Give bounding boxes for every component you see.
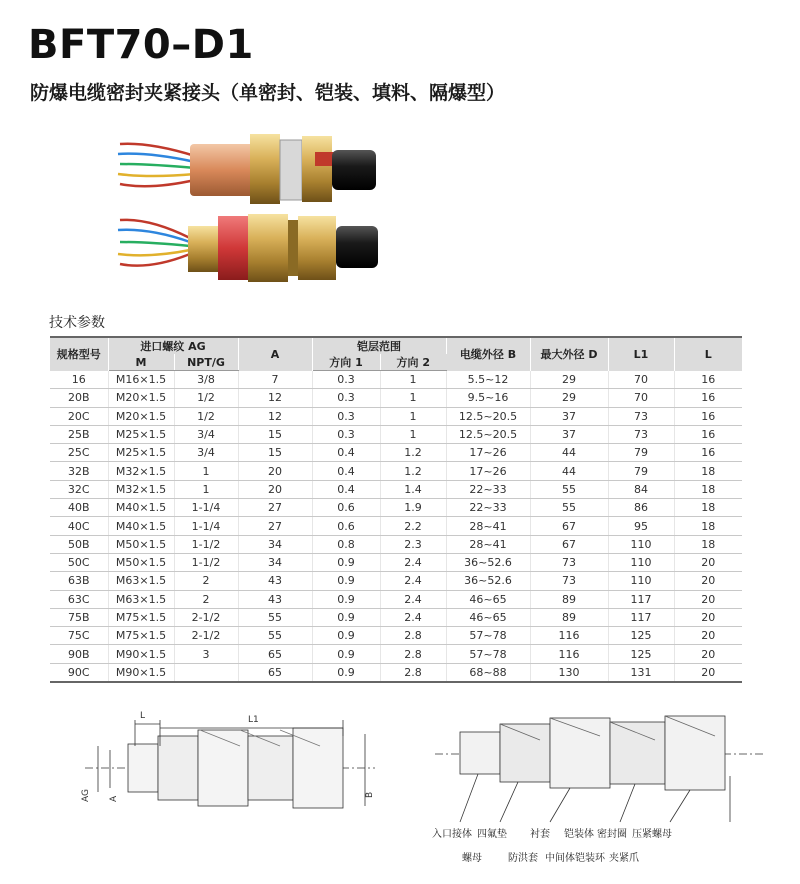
table-cell: 0.6 xyxy=(312,517,380,535)
table-cell: M90×1.5 xyxy=(108,645,174,663)
header-a: A xyxy=(238,337,312,371)
table-cell: 0.9 xyxy=(312,553,380,571)
cutaway-gland xyxy=(118,134,376,204)
table-cell: M63×1.5 xyxy=(108,572,174,590)
table-cell: 20 xyxy=(674,608,742,626)
spec-table xyxy=(50,336,742,683)
part-label: 螺母 xyxy=(462,853,482,864)
table-cell: 3/8 xyxy=(174,371,238,389)
table-cell: 20 xyxy=(674,553,742,571)
table-cell: 125 xyxy=(608,627,674,645)
dim-b: B xyxy=(365,791,375,798)
table-cell: 44 xyxy=(530,444,608,462)
table-cell: M32×1.5 xyxy=(108,480,174,498)
table-cell: 84 xyxy=(608,480,674,498)
table-cell: 125 xyxy=(608,645,674,663)
table-cell: 34 xyxy=(238,535,312,553)
table-cell: 18 xyxy=(674,462,742,480)
table-cell: M20×1.5 xyxy=(108,407,174,425)
table-cell: 43 xyxy=(238,590,312,608)
assembled-gland xyxy=(118,214,378,282)
table-row xyxy=(50,572,742,590)
table-cell: 28~41 xyxy=(446,517,530,535)
table-cell: 79 xyxy=(608,462,674,480)
table-cell: 20C xyxy=(50,407,108,425)
header-thread: 进口螺纹 AG xyxy=(108,337,238,354)
table-cell: 20 xyxy=(674,645,742,663)
table-cell: 89 xyxy=(530,608,608,626)
table-cell: M32×1.5 xyxy=(108,462,174,480)
table-cell: 7 xyxy=(238,371,312,389)
table-cell: 16 xyxy=(674,407,742,425)
table-cell: 65 xyxy=(238,663,312,681)
table-cell: 20 xyxy=(674,663,742,681)
table-row xyxy=(50,645,742,663)
table-row xyxy=(50,499,742,517)
table-cell: 55 xyxy=(530,499,608,517)
table-cell: 55 xyxy=(238,627,312,645)
product-subtitle: 防爆电缆密封夹紧接头（单密封、铠装、填料、隔爆型） xyxy=(30,82,506,104)
part-label: 铠装体 xyxy=(564,829,594,840)
table-cell: 1-1/4 xyxy=(174,499,238,517)
table-cell: 1.2 xyxy=(380,444,446,462)
table-cell: 67 xyxy=(530,517,608,535)
table-cell: M25×1.5 xyxy=(108,425,174,443)
table-cell: 29 xyxy=(530,389,608,407)
table-row xyxy=(50,444,742,462)
table-cell: 3/4 xyxy=(174,425,238,443)
table-cell: 50B xyxy=(50,535,108,553)
table-cell: 22~33 xyxy=(446,499,530,517)
table-cell: 43 xyxy=(238,572,312,590)
table-cell: M63×1.5 xyxy=(108,590,174,608)
header-armour: 铠层范围 xyxy=(312,337,446,354)
table-cell: 0.9 xyxy=(312,590,380,608)
table-cell: 0.9 xyxy=(312,645,380,663)
table-cell: 79 xyxy=(608,444,674,462)
table-cell: 73 xyxy=(530,572,608,590)
table-cell: 1.2 xyxy=(380,462,446,480)
table-cell: 1 xyxy=(380,407,446,425)
header-thread-m: M xyxy=(108,354,174,371)
table-cell: 70 xyxy=(608,389,674,407)
spec-table-body xyxy=(50,371,742,682)
table-cell: 2.4 xyxy=(380,590,446,608)
table-row xyxy=(50,389,742,407)
table-cell: 90B xyxy=(50,645,108,663)
table-cell: 27 xyxy=(238,499,312,517)
table-cell: M50×1.5 xyxy=(108,553,174,571)
table-cell: 17~26 xyxy=(446,462,530,480)
table-cell: 2.8 xyxy=(380,663,446,681)
table-cell: 1/2 xyxy=(174,407,238,425)
table-cell: 16 xyxy=(674,389,742,407)
table-cell: 131 xyxy=(608,663,674,681)
table-cell: 63C xyxy=(50,590,108,608)
table-row xyxy=(50,663,742,681)
table-cell: 70 xyxy=(608,371,674,389)
part-label: 密封圈 xyxy=(597,829,627,840)
dim-a: A xyxy=(109,795,119,802)
table-cell: M75×1.5 xyxy=(108,608,174,626)
table-cell: 63B xyxy=(50,572,108,590)
table-cell: 0.3 xyxy=(312,371,380,389)
table-row xyxy=(50,480,742,498)
table-cell: 86 xyxy=(608,499,674,517)
table-cell: 65 xyxy=(238,645,312,663)
header-dir1: 方向 1 xyxy=(312,354,380,371)
table-cell: 1 xyxy=(174,462,238,480)
table-cell: 29 xyxy=(530,371,608,389)
table-row xyxy=(50,590,742,608)
table-cell: 75B xyxy=(50,608,108,626)
table-cell: 1 xyxy=(380,425,446,443)
table-row xyxy=(50,407,742,425)
table-cell: 57~78 xyxy=(446,645,530,663)
dim-l: L xyxy=(140,711,146,721)
table-cell: 0.9 xyxy=(312,663,380,681)
table-cell: 110 xyxy=(608,572,674,590)
table-cell: 20B xyxy=(50,389,108,407)
table-cell: 15 xyxy=(238,444,312,462)
table-cell: 55 xyxy=(530,480,608,498)
table-cell xyxy=(174,663,238,681)
table-cell: M20×1.5 xyxy=(108,389,174,407)
table-cell: 40C xyxy=(50,517,108,535)
table-cell: 46~65 xyxy=(446,608,530,626)
table-cell: 3 xyxy=(174,645,238,663)
table-cell: 95 xyxy=(608,517,674,535)
table-cell: 25B xyxy=(50,425,108,443)
table-cell: 0.3 xyxy=(312,407,380,425)
header-model: 规格型号 xyxy=(50,337,108,371)
part-label: 夹紧爪 xyxy=(609,853,639,864)
table-cell: 1 xyxy=(380,371,446,389)
table-row xyxy=(50,535,742,553)
table-cell: 25C xyxy=(50,444,108,462)
table-cell: 20 xyxy=(674,590,742,608)
table-row xyxy=(50,462,742,480)
table-row xyxy=(50,608,742,626)
table-cell: 0.9 xyxy=(312,572,380,590)
table-cell: 15 xyxy=(238,425,312,443)
part-label: 铠装环 xyxy=(575,853,605,864)
table-cell: 116 xyxy=(530,627,608,645)
table-cell: 2.4 xyxy=(380,608,446,626)
table-cell: 0.4 xyxy=(312,462,380,480)
table-row xyxy=(50,371,742,389)
table-cell: 32B xyxy=(50,462,108,480)
table-cell: 1-1/2 xyxy=(174,535,238,553)
table-cell: 0.3 xyxy=(312,425,380,443)
table-cell: 5.5~12 xyxy=(446,371,530,389)
table-cell: 16 xyxy=(50,371,108,389)
table-cell: 0.3 xyxy=(312,389,380,407)
part-label: 入口接体 xyxy=(432,829,472,840)
table-cell: 12 xyxy=(238,389,312,407)
table-cell: 2-1/2 xyxy=(174,608,238,626)
table-cell: 57~78 xyxy=(446,627,530,645)
part-label: 压紧螺母 xyxy=(632,829,672,840)
table-cell: 36~52.6 xyxy=(446,553,530,571)
table-cell: 28~41 xyxy=(446,535,530,553)
table-cell: 17~26 xyxy=(446,444,530,462)
table-cell: 1.9 xyxy=(380,499,446,517)
table-cell: 0.4 xyxy=(312,444,380,462)
part-label: 中间体 xyxy=(545,853,575,864)
table-cell: 16 xyxy=(674,371,742,389)
table-cell: 1/2 xyxy=(174,389,238,407)
table-cell: 36~52.6 xyxy=(446,572,530,590)
table-cell: 73 xyxy=(530,553,608,571)
table-cell: 1 xyxy=(380,389,446,407)
table-cell: 22~33 xyxy=(446,480,530,498)
table-cell: 1.4 xyxy=(380,480,446,498)
table-cell: 20 xyxy=(238,480,312,498)
part-label: 四氟垫 xyxy=(477,829,507,840)
table-cell: 116 xyxy=(530,645,608,663)
table-cell: 0.9 xyxy=(312,627,380,645)
table-cell: M25×1.5 xyxy=(108,444,174,462)
table-cell: 2-1/2 xyxy=(174,627,238,645)
table-cell: 2.8 xyxy=(380,645,446,663)
header-cable-od: 电缆外径 B xyxy=(446,337,530,371)
table-cell: 0.4 xyxy=(312,480,380,498)
table-cell: 110 xyxy=(608,553,674,571)
table-cell: 18 xyxy=(674,535,742,553)
table-cell: 117 xyxy=(608,590,674,608)
table-cell: 3/4 xyxy=(174,444,238,462)
table-cell: 130 xyxy=(530,663,608,681)
table-cell: 1-1/2 xyxy=(174,553,238,571)
table-cell: 67 xyxy=(530,535,608,553)
product-photo xyxy=(110,122,390,297)
table-cell: 18 xyxy=(674,499,742,517)
table-cell: 2.4 xyxy=(380,572,446,590)
table-cell: 18 xyxy=(674,480,742,498)
table-cell: 37 xyxy=(530,425,608,443)
table-cell: 73 xyxy=(608,407,674,425)
header-l1: L1 xyxy=(608,337,674,371)
table-row xyxy=(50,553,742,571)
dim-ag: AG xyxy=(81,789,91,802)
table-row xyxy=(50,627,742,645)
table-cell: M40×1.5 xyxy=(108,499,174,517)
product-title: BFT70–D1 xyxy=(28,22,254,68)
table-cell: 1 xyxy=(174,480,238,498)
table-cell: 2.2 xyxy=(380,517,446,535)
table-cell: 27 xyxy=(238,517,312,535)
table-cell: 40B xyxy=(50,499,108,517)
table-cell: M75×1.5 xyxy=(108,627,174,645)
table-cell: 32C xyxy=(50,480,108,498)
table-cell: 9.5~16 xyxy=(446,389,530,407)
dim-l1: L1 xyxy=(248,715,259,725)
table-cell: 110 xyxy=(608,535,674,553)
table-cell: 46~65 xyxy=(446,590,530,608)
table-cell: 12 xyxy=(238,407,312,425)
table-cell: 2 xyxy=(174,572,238,590)
table-cell: 0.9 xyxy=(312,608,380,626)
table-row xyxy=(50,425,742,443)
table-cell: 18 xyxy=(674,517,742,535)
table-cell: 20 xyxy=(674,572,742,590)
part-label: 衬套 xyxy=(530,829,550,840)
table-cell: M16×1.5 xyxy=(108,371,174,389)
table-cell: 0.6 xyxy=(312,499,380,517)
header-thread-npt: NPT/G xyxy=(174,354,238,371)
table-cell: 2.3 xyxy=(380,535,446,553)
table-cell: 68~88 xyxy=(446,663,530,681)
table-cell: 1-1/4 xyxy=(174,517,238,535)
header-dir2: 方向 2 xyxy=(380,354,446,371)
table-cell: 55 xyxy=(238,608,312,626)
table-row xyxy=(50,517,742,535)
table-cell: M90×1.5 xyxy=(108,663,174,681)
part-label: 防洪套 xyxy=(508,853,538,864)
table-cell: 12.5~20.5 xyxy=(446,425,530,443)
table-cell: 90C xyxy=(50,663,108,681)
table-cell: M40×1.5 xyxy=(108,517,174,535)
header-l: L xyxy=(674,337,742,371)
table-cell: 50C xyxy=(50,553,108,571)
table-cell: 89 xyxy=(530,590,608,608)
table-cell: 2.4 xyxy=(380,553,446,571)
table-cell: 75C xyxy=(50,627,108,645)
table-cell: 117 xyxy=(608,608,674,626)
table-cell: 20 xyxy=(238,462,312,480)
table-cell: 73 xyxy=(608,425,674,443)
table-cell: 16 xyxy=(674,444,742,462)
table-cell: 0.8 xyxy=(312,535,380,553)
table-cell: 2 xyxy=(174,590,238,608)
spec-heading: 技术参数 xyxy=(49,315,105,331)
table-cell: 12.5~20.5 xyxy=(446,407,530,425)
table-cell: 2.8 xyxy=(380,627,446,645)
table-cell: 20 xyxy=(674,627,742,645)
header-max-od: 最大外径 D xyxy=(530,337,608,371)
table-cell: 44 xyxy=(530,462,608,480)
dimension-drawing xyxy=(80,706,380,856)
table-cell: 16 xyxy=(674,425,742,443)
table-cell: 34 xyxy=(238,553,312,571)
table-cell: 37 xyxy=(530,407,608,425)
table-cell: M50×1.5 xyxy=(108,535,174,553)
